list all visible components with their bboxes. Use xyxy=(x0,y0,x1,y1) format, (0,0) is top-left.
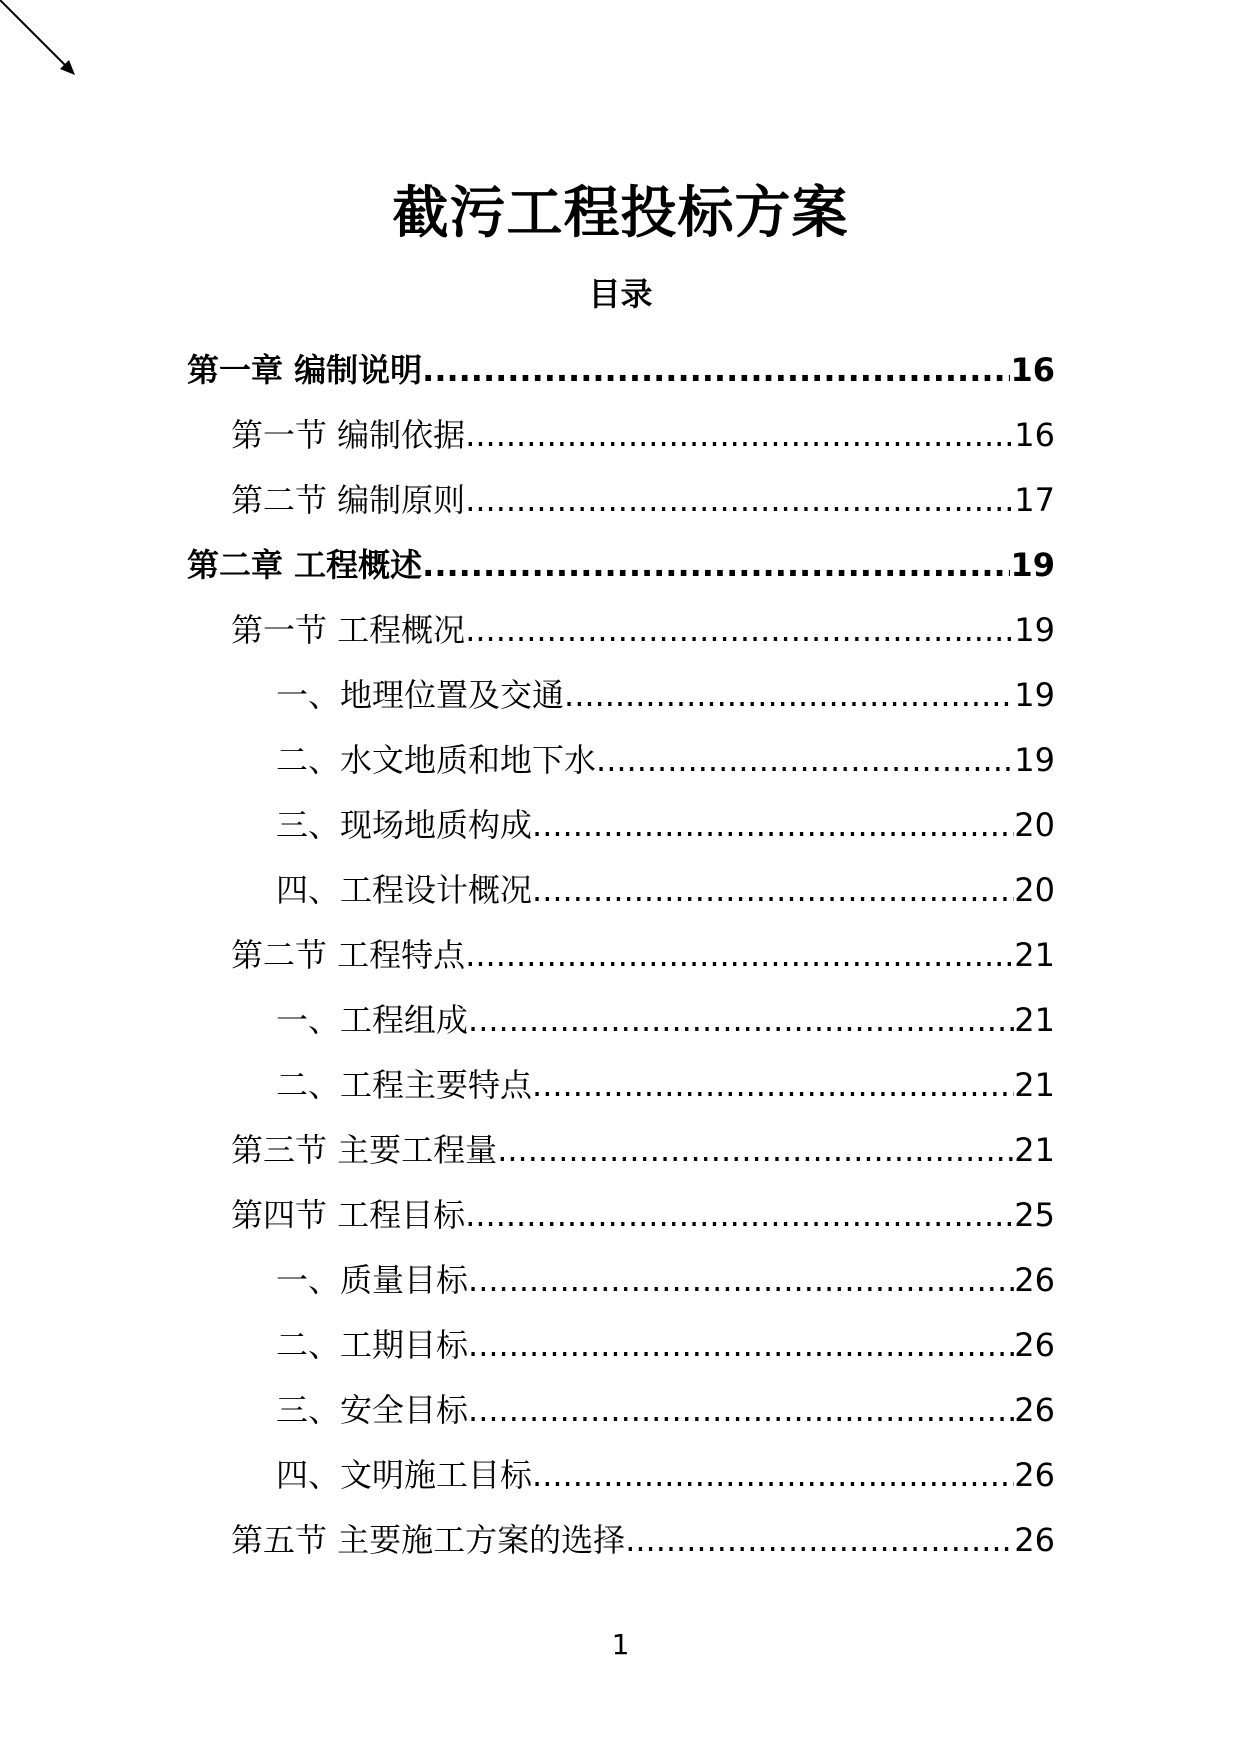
toc-dot-leader xyxy=(465,415,1014,455)
page-number: 1 xyxy=(611,1628,630,1661)
toc-entry-label: 三、现场地质构成 xyxy=(276,805,533,844)
toc-entry-page: 20 xyxy=(1014,870,1055,909)
toc-entry-label: 一、工程组成 xyxy=(276,1000,469,1039)
toc-dot-leader xyxy=(497,1130,1014,1170)
toc-entry[interactable] xyxy=(0,1377,1241,1442)
toc-entry-page: 26 xyxy=(1014,1455,1055,1494)
toc-entry-label: 一、质量目标 xyxy=(276,1260,469,1299)
toc-entry-page: 19 xyxy=(1014,740,1055,779)
toc-entry-page: 21 xyxy=(1014,1000,1055,1039)
toc-entry-page: 21 xyxy=(1014,1065,1055,1104)
toc-dot-leader xyxy=(625,1520,1014,1560)
toc-entry-label: 第一章 编制说明 xyxy=(187,350,423,389)
toc-entry[interactable] xyxy=(0,1182,1241,1247)
toc-dot-leader xyxy=(532,1065,1014,1105)
toc-dot-leader xyxy=(465,480,1014,520)
toc-entry-page: 21 xyxy=(1014,935,1055,974)
toc-dot-leader xyxy=(465,935,1014,975)
toc-entry-label: 第一节 工程概况 xyxy=(231,610,466,649)
toc-dot-leader xyxy=(465,610,1014,650)
toc-dot-leader xyxy=(422,545,1010,585)
toc-entry-label: 第四节 工程目标 xyxy=(231,1195,466,1234)
toc-entry-label: 第二节 工程特点 xyxy=(231,935,466,974)
toc-dot-leader xyxy=(532,805,1014,845)
toc-entry-page: 16 xyxy=(1014,415,1055,454)
toc-entry-page: 19 xyxy=(1010,545,1055,584)
toc-dot-leader xyxy=(468,1260,1014,1300)
toc-entry-label: 二、水文地质和地下水 xyxy=(276,740,597,779)
toc-entry-label: 四、工程设计概况 xyxy=(276,870,533,909)
toc-entry[interactable] xyxy=(0,402,1241,467)
toc-entry[interactable] xyxy=(0,1312,1241,1377)
toc-entry[interactable] xyxy=(0,792,1241,857)
toc-entry-page: 25 xyxy=(1014,1195,1055,1234)
toc-heading: 目录 xyxy=(588,275,653,313)
toc-entry[interactable] xyxy=(0,1507,1241,1572)
toc-entry[interactable] xyxy=(0,1442,1241,1507)
toc-dot-leader xyxy=(422,350,1010,390)
toc-entry-label: 第五节 主要施工方案的选择 xyxy=(231,1520,626,1559)
toc-dot-leader xyxy=(468,1325,1014,1365)
toc-entry-label: 二、工期目标 xyxy=(276,1325,469,1364)
toc-entry-label: 一、地理位置及交通 xyxy=(276,675,565,714)
toc-entry-label: 第一节 编制依据 xyxy=(231,415,466,454)
toc-entry-label: 三、安全目标 xyxy=(276,1390,469,1429)
toc-entry[interactable] xyxy=(0,662,1241,727)
toc-entry-label: 第三节 主要工程量 xyxy=(231,1130,498,1169)
toc-entry-page: 19 xyxy=(1014,610,1055,649)
corner-arrow-icon xyxy=(0,0,90,90)
toc-dot-leader xyxy=(465,1195,1014,1235)
toc-entry-page: 20 xyxy=(1014,805,1055,844)
toc-entry[interactable] xyxy=(0,532,1241,597)
toc-entry[interactable] xyxy=(0,597,1241,662)
toc-dot-leader xyxy=(532,870,1014,910)
toc-entry[interactable] xyxy=(0,922,1241,987)
toc-entry-page: 16 xyxy=(1010,350,1055,389)
toc-entry[interactable] xyxy=(0,337,1241,402)
toc-entry[interactable] xyxy=(0,727,1241,792)
toc-entry-page: 26 xyxy=(1014,1520,1055,1559)
toc-entry-page: 17 xyxy=(1014,480,1055,519)
toc-dot-leader xyxy=(564,675,1014,715)
toc-entry-page: 26 xyxy=(1014,1390,1055,1429)
toc-entry-page: 19 xyxy=(1014,675,1055,714)
toc-entry[interactable] xyxy=(0,1117,1241,1182)
toc-entry-page: 21 xyxy=(1014,1130,1055,1169)
document-title: 截污工程投标方案 xyxy=(392,181,849,246)
toc-dot-leader xyxy=(532,1455,1014,1495)
toc-entry-label: 第二章 工程概述 xyxy=(187,545,423,584)
toc-entry-label: 第二节 编制原则 xyxy=(231,480,466,519)
toc-entry[interactable] xyxy=(0,857,1241,922)
toc-entry[interactable] xyxy=(0,1052,1241,1117)
toc-entry[interactable] xyxy=(0,467,1241,532)
toc-entry-label: 四、文明施工目标 xyxy=(276,1455,533,1494)
toc-dot-leader xyxy=(468,1000,1014,1040)
toc-entry-label: 二、工程主要特点 xyxy=(276,1065,533,1104)
toc-dot-leader xyxy=(468,1390,1014,1430)
table-of-contents xyxy=(0,337,1241,1572)
toc-dot-leader xyxy=(596,740,1014,780)
toc-entry-page: 26 xyxy=(1014,1260,1055,1299)
toc-entry[interactable] xyxy=(0,987,1241,1052)
toc-entry[interactable] xyxy=(0,1247,1241,1312)
toc-entry-page: 26 xyxy=(1014,1325,1055,1364)
